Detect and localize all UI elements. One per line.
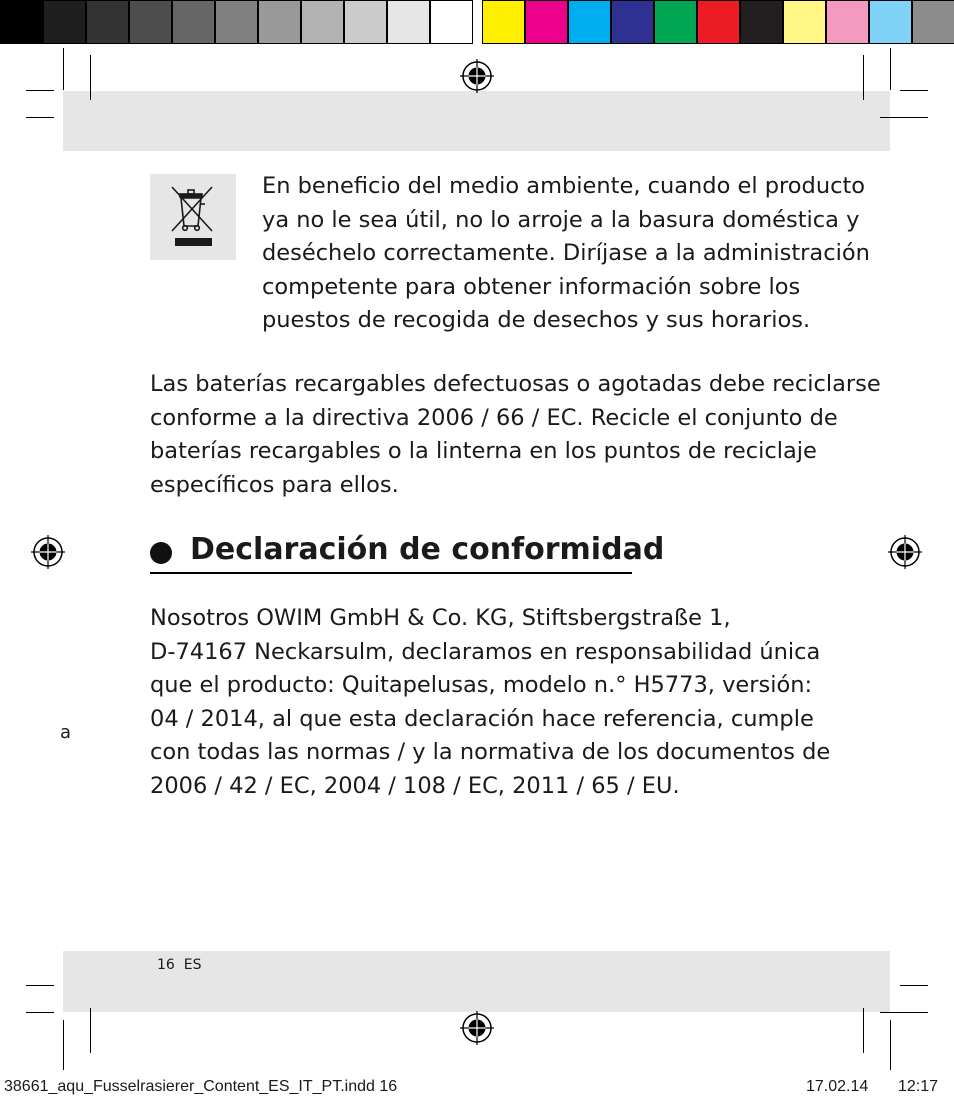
- process-color-bar: [482, 0, 954, 46]
- section-heading-text: Declaración de conformidad: [190, 532, 665, 567]
- registration-mark-icon: [888, 535, 922, 569]
- text-line: que el producto: Quitapelusas, modelo n.° H5773, versión:: [150, 672, 813, 698]
- text-line: competente para obtener información sobre los: [262, 273, 801, 300]
- color-swatch: [740, 0, 783, 44]
- text-line: puestos de recogida de desechos y sus horarios.: [262, 307, 811, 333]
- text-line: específicos para ellos.: [150, 471, 399, 498]
- crop-mark: [890, 48, 891, 90]
- text-line: con todas las normas / y la normativa de los documentos de: [150, 739, 831, 765]
- text-line: baterías recargables o la linterna en los puntos de reciclaje: [150, 438, 817, 464]
- gray-swatch: [0, 0, 43, 44]
- crop-mark: [880, 1012, 928, 1013]
- text-line: 2006 / 42 / EC, 2004 / 108 / EC, 2011 / 65 / EU.: [150, 772, 680, 799]
- weee-symbol-box: [150, 174, 236, 260]
- footer-time: 12:17: [898, 1078, 939, 1095]
- color-swatch: [869, 0, 912, 44]
- text-line: D-74167 Neckarsulm, declaramos en responsabilidad única: [150, 638, 821, 665]
- crop-mark: [63, 1020, 64, 1070]
- weee-disposal-text: [262, 170, 870, 338]
- text-line: Las baterías recargables defectuosas o agotadas debe reciclarse: [150, 371, 881, 397]
- page-language: ES: [183, 957, 202, 973]
- crop-mark: [90, 1008, 91, 1053]
- page-number: [157, 957, 201, 973]
- color-swatch: [783, 0, 826, 44]
- crop-mark: [863, 1008, 864, 1053]
- section-heading: [150, 530, 665, 574]
- text-line: 04 / 2014, al que esta declaración hace referencia, cumple: [150, 705, 814, 732]
- color-swatch: [568, 0, 611, 44]
- crop-mark: [900, 90, 928, 91]
- text-line: deséchelo correctamente. Diríjase a la administración: [262, 240, 870, 266]
- grayscale-color-bar: [0, 0, 473, 46]
- crop-mark: [880, 117, 928, 118]
- color-swatch: [697, 0, 740, 44]
- registration-mark-icon: [460, 59, 494, 93]
- gray-swatch: [258, 0, 301, 44]
- text-line: En beneficio del medio ambiente, cuando el producto: [262, 173, 866, 199]
- gray-swatch: [430, 0, 473, 44]
- text-line: Nosotros OWIM GmbH & Co. KG, Stiftsbergstraße 1,: [150, 605, 731, 631]
- footer-filename: 38661_aqu_Fusselrasierer_Content_ES_IT_PT.indd 16: [4, 1078, 398, 1095]
- declaration-text: [150, 602, 830, 803]
- page-number-value: 16: [157, 957, 175, 973]
- crop-mark: [63, 48, 64, 90]
- gray-swatch: [129, 0, 172, 44]
- color-swatch: [912, 0, 954, 44]
- crop-mark: [890, 1020, 891, 1070]
- gray-swatch: [301, 0, 344, 44]
- heading-bullet-icon: [150, 542, 172, 564]
- registration-mark-icon: [460, 1011, 494, 1045]
- margin-stray-character: a: [60, 722, 72, 743]
- crop-mark: [26, 1012, 54, 1013]
- color-swatch: [611, 0, 654, 44]
- text-line: conforme a la directiva 2006 / 66 / EC. Recicle el conjunto de: [150, 404, 838, 431]
- text-line: ya no le sea útil, no lo arroje a la basura doméstica y: [262, 206, 860, 233]
- color-swatch: [525, 0, 568, 44]
- crossed-out-wheelie-bin-icon: [150, 174, 236, 260]
- crop-mark: [26, 117, 54, 118]
- gray-swatch: [344, 0, 387, 44]
- footer-date: 17.02.14: [806, 1078, 869, 1095]
- registration-mark-icon: [31, 535, 65, 569]
- color-swatch: [826, 0, 869, 44]
- crop-mark: [26, 90, 54, 91]
- gray-swatch: [172, 0, 215, 44]
- color-swatch: [654, 0, 697, 44]
- crop-mark: [90, 55, 91, 100]
- gray-swatch: [387, 0, 430, 44]
- crop-mark: [863, 55, 864, 100]
- crop-mark: [26, 985, 54, 986]
- gray-swatch: [43, 0, 86, 44]
- gray-swatch: [215, 0, 258, 44]
- top-gray-band: [63, 91, 890, 151]
- color-swatch: [482, 0, 525, 44]
- battery-recycling-text: [150, 368, 881, 502]
- gray-swatch: [86, 0, 129, 44]
- crop-mark: [900, 985, 928, 986]
